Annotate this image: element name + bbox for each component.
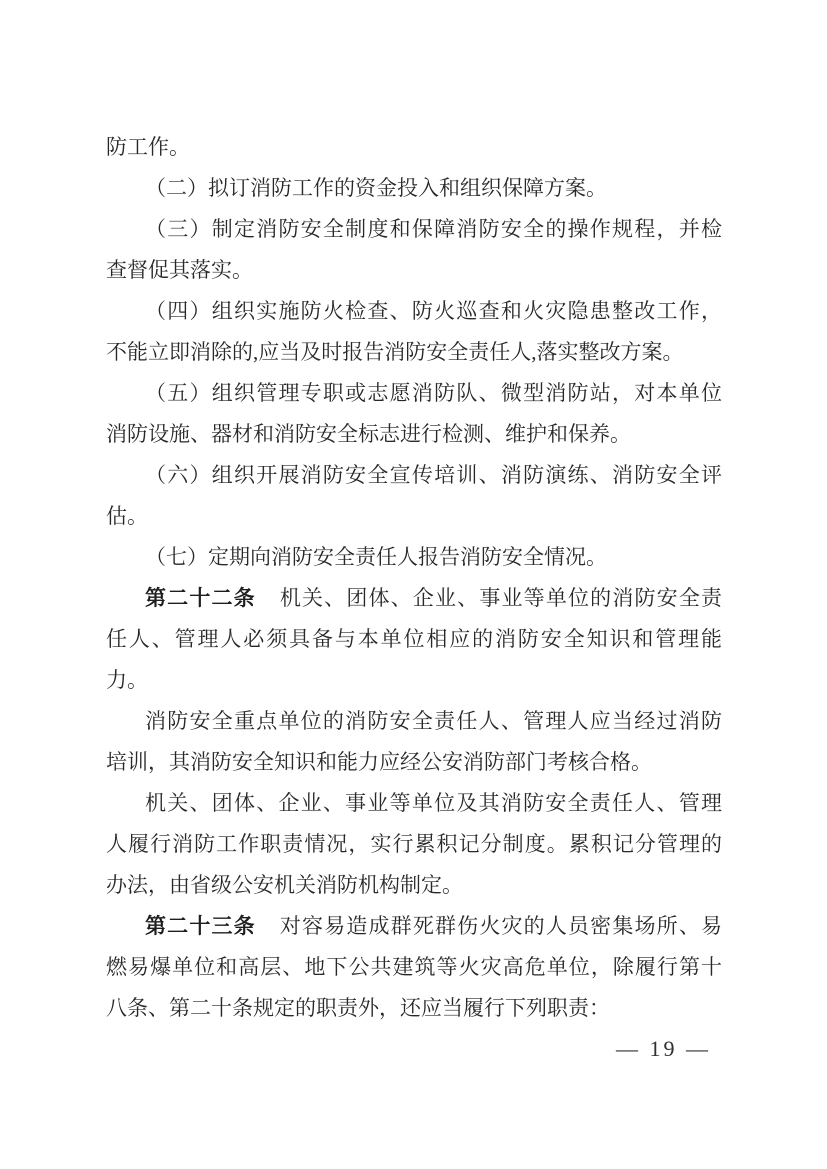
text-line: 第二十三条 对容易造成群死群伤火灾的人员密集场所、易 (145, 914, 722, 938)
text-line: 估。 (106, 504, 148, 528)
text-line: （四）组织实施防火检查、防火巡查和火灾隐患整改工作， (145, 299, 722, 323)
text-line: 防工作。 (106, 135, 190, 159)
text-line: 办法，由省级公安机关消防机构制定。 (106, 873, 463, 897)
text-line: 消防安全重点单位的消防安全责任人、管理人应当经过消防 (145, 709, 722, 733)
text-line: （二）拟订消防工作的资金投入和组织保障方案。 (145, 176, 607, 200)
text-line: 任人、管理人必须具备与本单位相应的消防安全知识和管理能 (106, 627, 722, 651)
text-line: 培训，其消防安全知识和能力应经公安消防部门考核合格。 (106, 750, 652, 774)
text-line: 不能立即消除的,应当及时报告消防安全责任人,落实整改方案。 (106, 340, 684, 364)
article-number: 第二十三条 (145, 914, 256, 938)
text-line: 机关、团体、企业、事业等单位及其消防安全责任人、管理 (145, 791, 722, 815)
text-line: 八条、第二十条规定的职责外，还应当履行下列职责： (106, 996, 610, 1020)
text-line: 人履行消防工作职责情况，实行累积记分制度。累积记分管理的 (106, 832, 722, 856)
text-line: （六）组织开展消防安全宣传培训、消防演练、消防安全评 (145, 463, 722, 487)
text-line: 消防设施、器材和消防安全标志进行检测、维护和保养。 (106, 422, 631, 446)
text-line: 力。 (106, 668, 148, 692)
text-line: 查督促其落实。 (106, 258, 253, 282)
text-line: 燃易爆单位和高层、地下公共建筑等火灾高危单位，除履行第十 (106, 955, 722, 979)
text-line: （三）制定消防安全制度和保障消防安全的操作规程，并检 (145, 217, 722, 241)
article-number: 第二十二条 (145, 586, 256, 610)
document-body (106, 127, 722, 1029)
page-number: — 19 — (616, 1036, 711, 1061)
text-line: （七）定期向消防安全责任人报告消防安全情况。 (145, 545, 607, 569)
text-line: （五）组织管理专职或志愿消防队、微型消防站，对本单位 (145, 381, 722, 405)
text-line: 第二十二条 机关、团体、企业、事业等单位的消防安全责 (145, 586, 722, 610)
